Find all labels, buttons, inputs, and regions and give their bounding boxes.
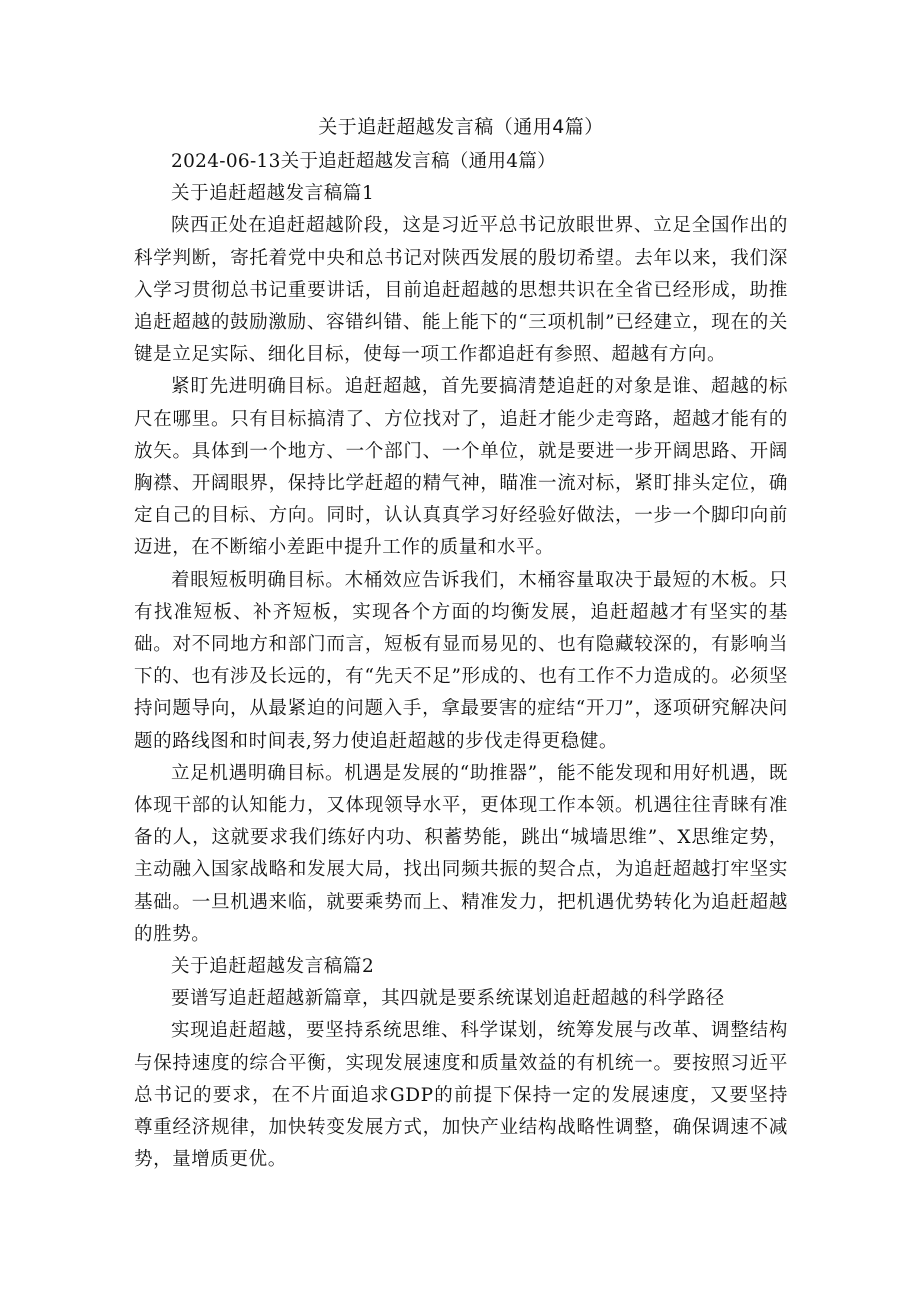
paragraph: 陕西正处在追赶超越阶段，这是习近平总书记放眼世界、立足全国作出的科学判断，寄托着党中央和总书记对陕西发展的殷切希望。去年以来，我们深入学习贯彻总书记重要讲话，目前追赶超越的思想共识在全省已经形成，助推追赶超越的鼓励激励、容错纠错、能上能下的“三项机制”已经建立，现在的关键是立足实际、细化目标，使每一项工作都追赶有参照、超越有方向。 bbox=[134, 215, 788, 366]
paragraph: 着眼短板明确目标。木桶效应告诉我们，木桶容量取决于最短的木板。只有找准短板、补齐短板，实现各个方面的均衡发展，追赶超越才有坚实的基础。对不同地方和部门而言，短板有显而易见的、也有隐藏较深的，有影响当下的、也有涉及长远的，有“先天不足”形成的、也有工作不力造成的。必须坚持问题导向，从最紧迫的问题入手，拿最要害的症结“开刀”，逐项研究解决问题的路线图和时间表,努力使追赶超越的步伐走得更稳健。 bbox=[134, 569, 788, 752]
document-title: 关于追赶超越发言稿（通用4篇） bbox=[318, 116, 604, 138]
section-heading-1: 关于追赶超越发言稿篇1 bbox=[171, 183, 375, 205]
paragraph: 紧盯先进明确目标。追赶超越，首先要搞清楚追赶的对象是谁、超越的标尺在哪里。只有目标搞清了、方位找对了，追赶才能少走弯路，超越才能有的放矢。具体到一个地方、一个部门、一个单位，就是要进一步开阔思路、开阔胸襟、开阔眼界，保持比学赶超的精气神，瞄准一流对标，紧盯排头定位，确定自己的目标、方向。同时，认认真真学习好经验好做法，一步一个脚印向前迈进，在不断缩小差距中提升工作的质量和水平。 bbox=[134, 376, 788, 559]
paragraph: 要谱写追赶超越新篇章，其四就是要系统谋划追赶超越的科学路径 bbox=[171, 988, 725, 1010]
section-heading-2: 关于追赶超越发言稿篇2 bbox=[171, 956, 375, 978]
date-line: 2024-06-13关于追赶超越发言稿（通用4篇） bbox=[171, 151, 556, 172]
paragraph: 立足机遇明确目标。机遇是发展的“助推器”，能不能发现和用好机遇，既体现干部的认知能力，又体现领导水平，更体现工作本领。机遇往往青睐有准备的人，这就要求我们练好内功、积蓄势能，跳出“城墙思维”、X思维定势，主动融入国家战略和发展大局，找出同频共振的契合点，为追赶超越打牢坚实基础。一旦机遇来临，就要乘势而上、精准发力，把机遇优势转化为追赶超越的胜势。 bbox=[134, 762, 788, 945]
paragraph: 实现追赶超越，要坚持系统思维、科学谋划，统筹发展与改革、调整结构与保持速度的综合平衡，实现发展速度和质量效益的有机统一。要按照习近平总书记的要求，在不片面追求GDP的前提下保持一定的发展速度，又要坚持尊重经济规律，加快转变发展方式，加快产业结构战略性调整，确保调速不减势，量增质更优。 bbox=[134, 1020, 788, 1171]
